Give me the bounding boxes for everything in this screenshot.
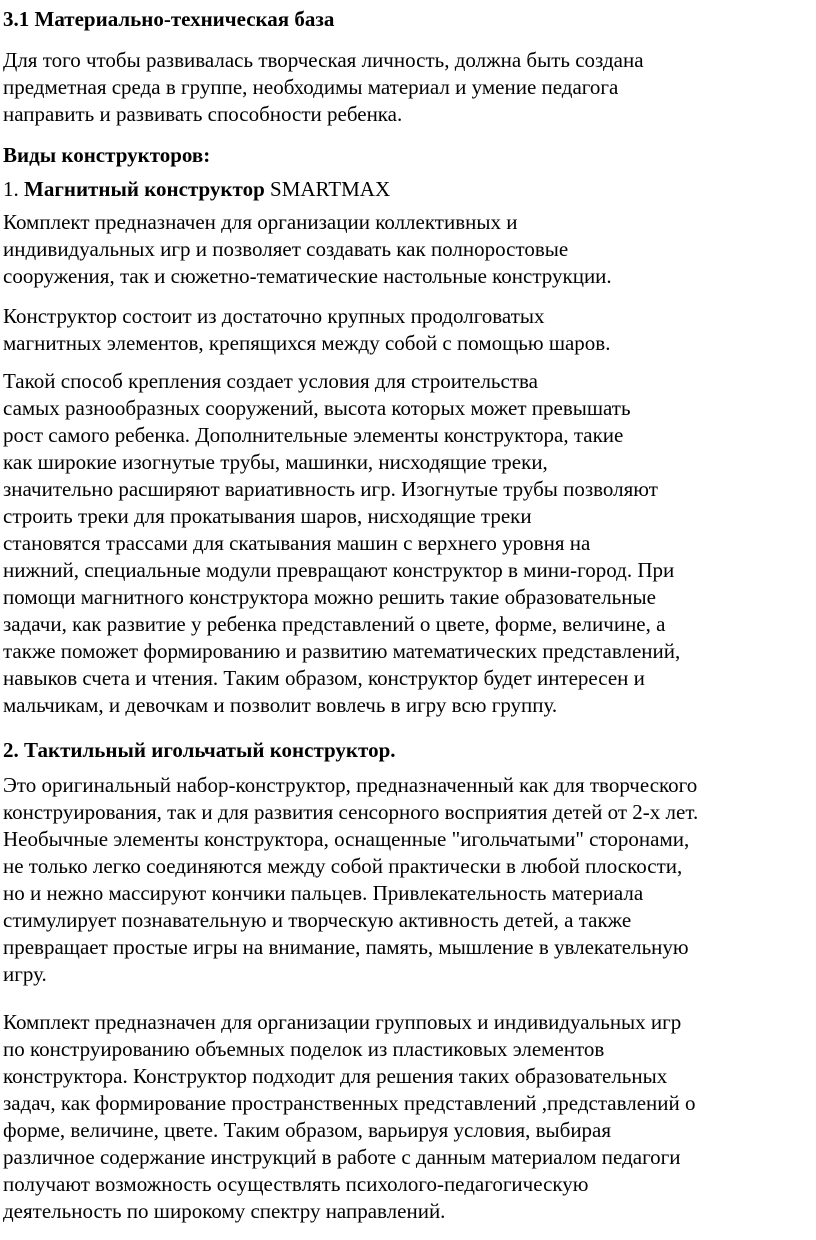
- text-line: Такой способ крепления создает условия для строительства: [3, 369, 538, 393]
- intro-paragraph: [3, 47, 644, 128]
- text-line: по конструированию объемных поделок из пластиковых элементов: [3, 1037, 605, 1061]
- section-title: 3.1 Материально-техническая база: [3, 7, 335, 31]
- text-line: магнитных элементов, крепящихся между собой с помощью шаров.: [3, 331, 611, 355]
- text-line: стимулирует познавательную и творческую активность детей, а также: [3, 908, 632, 932]
- text-line: Для того чтобы развивалась творческая личность, должна быть создана: [3, 48, 644, 72]
- item2-heading: 2. Тактильный игольчатый конструктор.: [3, 738, 396, 762]
- item1-paragraph-3: [3, 368, 680, 719]
- text-line: мальчикам, и девочкам и позволит вовлечь в игру всю группу.: [3, 693, 558, 717]
- text-line: конструирования, так и для развития сенсорного восприятия детей от 2-х лет.: [3, 800, 699, 824]
- item1-name: Магнитный конструктор: [24, 177, 265, 201]
- text-line: задачи, как развитие у ребенка представлений о цвете, форме, величине, а: [3, 612, 666, 636]
- item2-paragraph-2: [3, 1009, 696, 1225]
- item1-paragraph-1: [3, 209, 612, 290]
- text-line: конструктора. Конструктор подходит для решения таких образовательных: [3, 1064, 668, 1088]
- text-line: Конструктор состоит из достаточно крупных продолговатых: [3, 304, 545, 328]
- text-line: не только легко соединяются между собой практически в любой плоскости,: [3, 854, 683, 878]
- text-line: игру.: [3, 962, 47, 986]
- item1-brand: SMARTMAX: [264, 177, 391, 201]
- text-line: Это оригинальный набор-конструктор, предназначенный как для творческого: [3, 773, 698, 797]
- text-line: различное содержание инструкций в работе с данным материалом педагоги: [3, 1145, 681, 1169]
- text-line: превращает простые игры на внимание, память, мышление в увлекательную: [3, 935, 689, 959]
- text-line: направить и развивать способности ребенка.: [3, 102, 403, 126]
- text-line: как широкие изогнутые трубы, машинки, нисходящие треки,: [3, 450, 548, 474]
- item2-paragraph-1: [3, 772, 698, 988]
- text-line: деятельность по широкому спектру направлений.: [3, 1199, 446, 1223]
- text-line: нижний, специальные модули превращают конструктор в мини-город. При: [3, 558, 675, 582]
- text-line: самых разнообразных сооружений, высота которых может превышать: [3, 396, 631, 420]
- text-line: значительно расширяют вариативность игр. Изогнутые трубы позволяют: [3, 477, 658, 501]
- text-line: задач, как формирование пространственных представлений ,представлений о: [3, 1091, 696, 1115]
- text-line: рост самого ребенка. Дополнительные элементы конструктора, такие: [3, 423, 624, 447]
- item1-paragraph-2: [3, 303, 610, 357]
- text-line: также поможет формированию и развитию математических представлений,: [3, 639, 681, 663]
- text-line: помощи магнитного конструктора можно решить такие образовательные: [3, 585, 656, 609]
- item1-heading: [3, 176, 390, 203]
- text-line: получают возможность осуществлять психолого-педагогическую: [3, 1172, 589, 1196]
- types-heading: Виды конструкторов:: [3, 143, 211, 167]
- text-line: Комплект предназначен для организации групповых и индивидуальных игр: [3, 1010, 682, 1034]
- text-line: навыков счета и чтения. Таким образом, конструктор будет интересен и: [3, 666, 645, 690]
- text-line: предметная среда в группе, необходимы материал и умение педагога: [3, 75, 619, 99]
- text-line: становятся трассами для скатывания машин с верхнего уровня на: [3, 531, 591, 555]
- text-line: строить треки для прокатывания шаров, нисходящие треки: [3, 504, 532, 528]
- text-line: Комплект предназначен для организации коллективных и: [3, 210, 518, 234]
- text-line: Необычные элементы конструктора, оснащенные "игольчатыми" сторонами,: [3, 827, 690, 851]
- text-line: форме, величине, цвете. Таким образом, варьируя условия, выбирая: [3, 1118, 612, 1142]
- text-line: но и нежно массируют кончики пальцев. Привлекательность материала: [3, 881, 644, 905]
- text-line: индивидуальных игр и позволяет создавать как полноростовые: [3, 237, 569, 261]
- item1-number: 1.: [3, 177, 24, 201]
- text-line: сооружения, так и сюжетно-тематические настольные конструкции.: [3, 264, 612, 288]
